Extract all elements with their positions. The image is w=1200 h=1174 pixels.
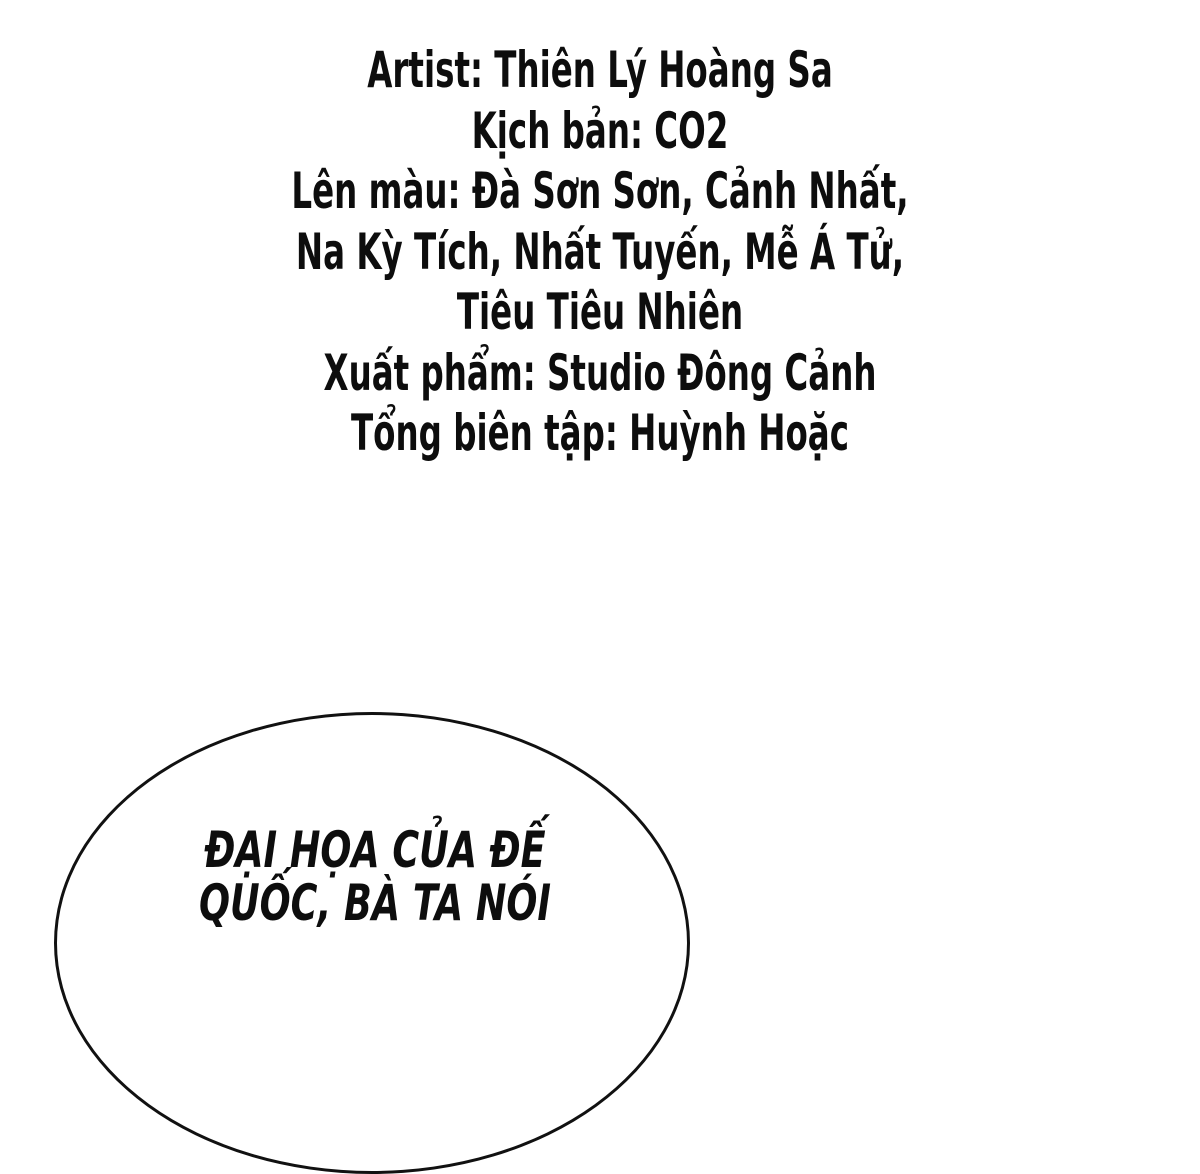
speech-line-1: ĐẠI HỌA CỦA ĐẾ xyxy=(204,821,546,879)
credit-line-script: Kịch bản: CO2 xyxy=(471,101,729,160)
credit-line-artist: Artist: Thiên Lý Hoàng Sa xyxy=(367,41,833,99)
credit-line-chief-editor: Tổng biên tập: Huỳnh Hoặc xyxy=(350,404,849,462)
credit-line-coloring-1: Lên màu: Đà Sơn Sơn, Cảnh Nhất, xyxy=(291,162,909,220)
credit-line-coloring-3: Tiêu Tiêu Nhiên xyxy=(456,283,744,341)
credit-line-coloring-2: Na Kỳ Tích, Nhất Tuyến, Mễ Á Tử, xyxy=(295,222,905,281)
credit-line-production: Xuất phẩm: Studio Đông Cảnh xyxy=(323,343,877,402)
speech-line-2: QUỐC, BÀ TA NÓI xyxy=(198,874,551,932)
speech-bubble-text xyxy=(85,821,665,932)
credits-block xyxy=(0,40,1200,464)
speech-bubble xyxy=(54,712,690,1174)
